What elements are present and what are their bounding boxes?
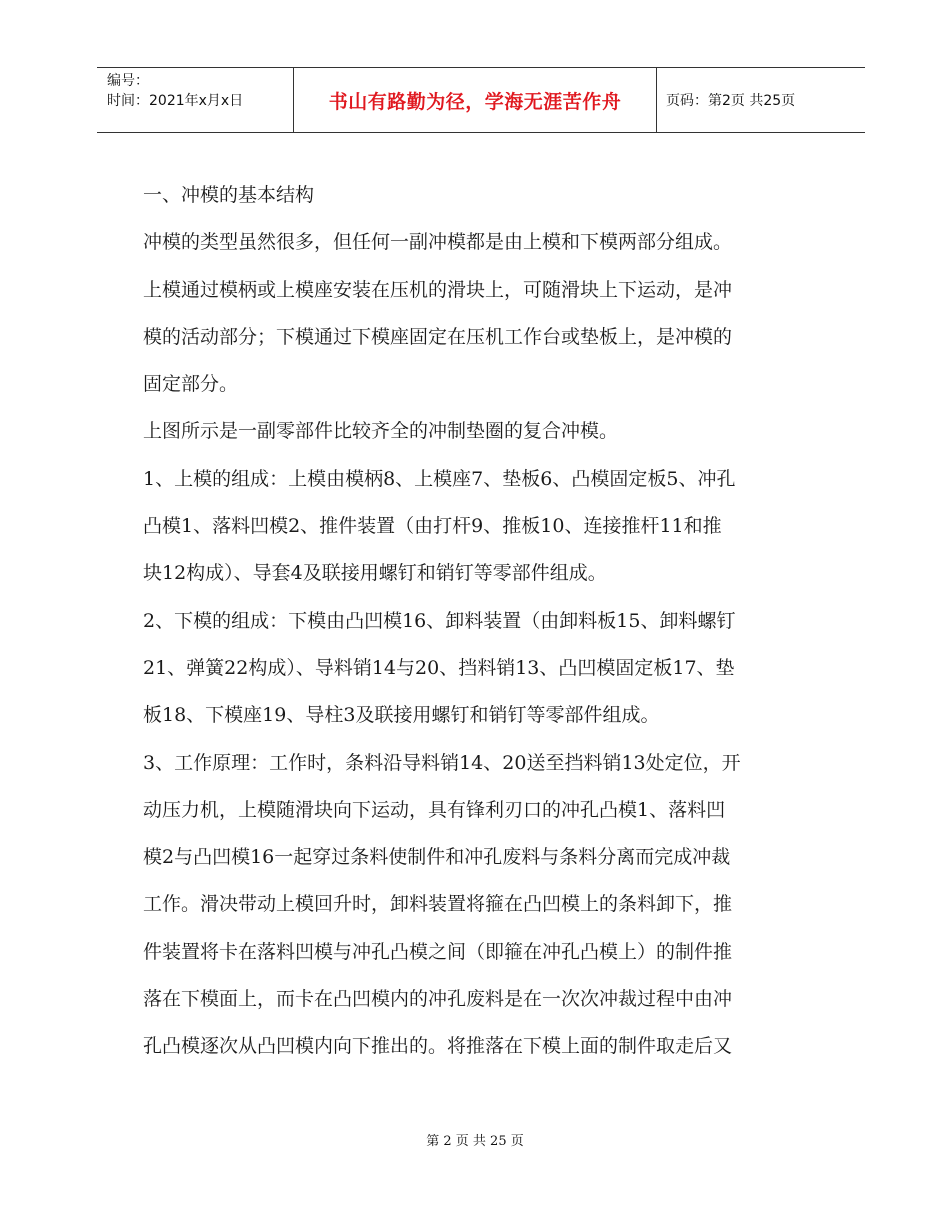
body-line: 1、上模的组成：上模由模柄8、上模座7、垫板6、凸模固定板5、冲孔 bbox=[143, 467, 736, 490]
body-line: 3、工作原理：工作时，条料沿导料销14、20送至挡料销13处定位，开 bbox=[143, 751, 741, 774]
body-line: 凸模1、落料凹模2、推件装置（由打杆9、推板10、连接推杆11和推 bbox=[143, 515, 722, 538]
body-line: 2、下模的组成：下模由凸凹模16、卸料装置（由卸料板15、卸料螺钉 bbox=[143, 609, 736, 632]
body-line: 孔凸模逐次从凸凹模内向下推出的。将推落在下模上面的制件取走后又 bbox=[143, 1035, 733, 1058]
body-line: 板18、下模座19、导柱3及联接用螺钉和销钉等零部件组成。 bbox=[143, 704, 660, 727]
page-header bbox=[97, 67, 865, 133]
body-line: 模2与凸凹模16一起穿过条料使制件和冲孔废料与条料分离而完成冲裁 bbox=[143, 846, 731, 869]
body-line: 21、弹簧22构成）、导料销14与20、挡料销13、凸凹模固定板17、垫 bbox=[143, 656, 735, 679]
body-line: 件装置将卡在落料凹模与冲孔凸模之间（即箍在冲孔凸模上）的制件推 bbox=[143, 940, 733, 963]
body-line: 模的活动部分；下模通过下模座固定在压机工作台或垫板上，是冲模的 bbox=[143, 325, 733, 348]
document-body bbox=[143, 172, 828, 1071]
header-page-info: 页码：第2页 共25页 bbox=[666, 93, 796, 109]
body-line: 冲模的类型虽然很多，但任何一副冲模都是由上模和下模两部分组成。 bbox=[143, 231, 733, 254]
header-meta-cell bbox=[97, 68, 293, 132]
header-motto-cell bbox=[293, 68, 657, 132]
body-line: 上模通过模柄或上模座安装在压机的滑块上，可随滑块上下运动，是冲 bbox=[143, 278, 733, 301]
header-page-cell bbox=[656, 68, 865, 132]
body-line: 落在下模面上，而卡在凸凹模内的冲孔废料是在一次次冲裁过程中由冲 bbox=[143, 988, 733, 1011]
body-line: 固定部分。 bbox=[143, 373, 239, 396]
page-footer: 第 2 页 共 25 页 bbox=[426, 1134, 524, 1149]
body-line: 块12构成）、导套4及联接用螺钉和销钉等零部件组成。 bbox=[143, 562, 607, 585]
section-heading: 一、冲模的基本结构 bbox=[143, 184, 315, 206]
header-motto: 书山有路勤为径，学海无涯苦作舟 bbox=[328, 90, 622, 113]
date-label: 时间：2021年x月x日 bbox=[107, 93, 244, 109]
body-line: 工作。滑决带动上模回升时，卸料装置将箍在凸凹模上的条料卸下，推 bbox=[143, 893, 733, 916]
body-line: 上图所示是一副零部件比较齐全的冲制垫圈的复合冲模。 bbox=[143, 420, 619, 443]
body-line: 动压力机，上模随滑块向下运动，具有锋利刃口的冲孔凸模1、落料凹 bbox=[143, 798, 726, 821]
serial-number-label: 编号： bbox=[107, 73, 149, 89]
